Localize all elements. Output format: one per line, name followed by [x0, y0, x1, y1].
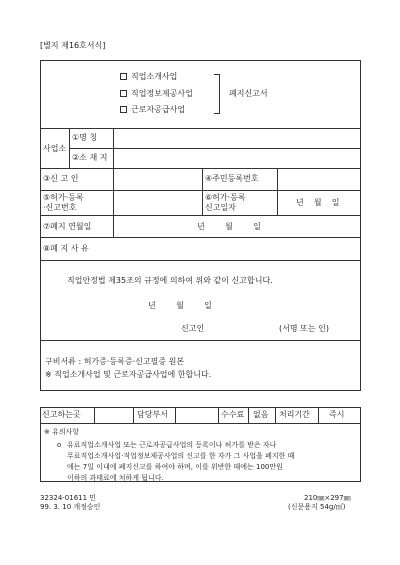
closure-reason-label: ⑧폐 지 사 유 [43, 244, 89, 253]
bracket-icon [214, 74, 220, 114]
business-label: 사업소 [43, 144, 67, 153]
location-field[interactable] [115, 150, 359, 167]
notice-line: 이하의 과태료에 처하게 됩니다. [67, 474, 164, 482]
permit-number-label: ⑤허가·등록 ·신고번호 [43, 193, 84, 212]
fee-label: 수수료 [221, 410, 245, 419]
period-label: 처리기간 [279, 410, 310, 419]
permit-date-label: ⑥허가·등록 신고일자 [205, 193, 246, 212]
reporter-label: ③신 고 인 [43, 174, 79, 183]
required-docs-note: ※ 직업소개사업 및 근로자공급사업에 한합니다. [45, 370, 212, 379]
option-job-info[interactable]: 직업정보제공사업 [120, 89, 193, 99]
revision-note: 99. 3. 10 개정승인 [40, 503, 101, 511]
closure-date-value[interactable]: 년 월 일 [197, 222, 261, 231]
checkbox-icon [120, 106, 127, 113]
notice-line: 에는 7일 이내에 폐지신고를 하여야 하며, 이를 위반한 때에는 100만원 [67, 463, 283, 471]
where-label: 신고하는곳 [42, 410, 81, 419]
location-label: ②소 재 지 [72, 153, 108, 162]
permit-number-field[interactable] [115, 192, 201, 214]
paper-size: 210㎜×297㎜ [304, 494, 351, 502]
closure-reason-field[interactable] [115, 239, 359, 259]
reporter-field[interactable] [115, 170, 201, 189]
closure-date-label: ⑦폐지 연월일 [43, 222, 92, 231]
notice-title: ※ 유의사항 [44, 428, 80, 436]
notice-line: 유료직업소개사업 또는 근로자공급사업의 등록이나 허가를 받은 자나 [67, 441, 277, 449]
option-job-placement[interactable]: 직업소개사업 [120, 72, 177, 82]
declaration-text: 직업안정법 제35조의 규정에 의하여 위와 같이 신고합니다. [67, 276, 273, 285]
form-code: 32324-01611 민 [40, 494, 97, 502]
notice-line: 무료직업소개사업·직업정보제공사업의 신고를 한 자가 그 사업을 폐지한 때 [67, 452, 295, 460]
option-worker-supply[interactable]: 근로자공급사업 [120, 105, 185, 115]
checkbox-icon [120, 73, 127, 80]
notice-bullet: o [57, 441, 62, 449]
fee-value: 없음 [253, 410, 269, 419]
rrn-field[interactable] [279, 170, 359, 189]
name-field[interactable] [115, 130, 359, 147]
form-number-label: [별지 제16호서식] [40, 41, 106, 50]
name-label: ①명 칭 [72, 133, 98, 142]
required-docs: 구비서류 : 허가증·등록증·신고필증 원본 [45, 357, 185, 366]
rrn-label: ④주민등록번호 [205, 174, 259, 183]
sign-date[interactable]: 년 월 일 [148, 301, 212, 310]
permit-date-value[interactable]: 년 월 일 [296, 198, 340, 207]
period-value: 즉시 [329, 410, 345, 419]
signature-note: (서명 또는 인) [279, 324, 329, 333]
form-title: 폐지신고서 [229, 89, 268, 98]
reporter-sign-label: 신고인 [181, 324, 205, 333]
paper-type: (신문용지 54g/㎡) [288, 503, 346, 511]
checkbox-icon [120, 90, 127, 97]
dept-label: 담당부서 [137, 410, 168, 419]
